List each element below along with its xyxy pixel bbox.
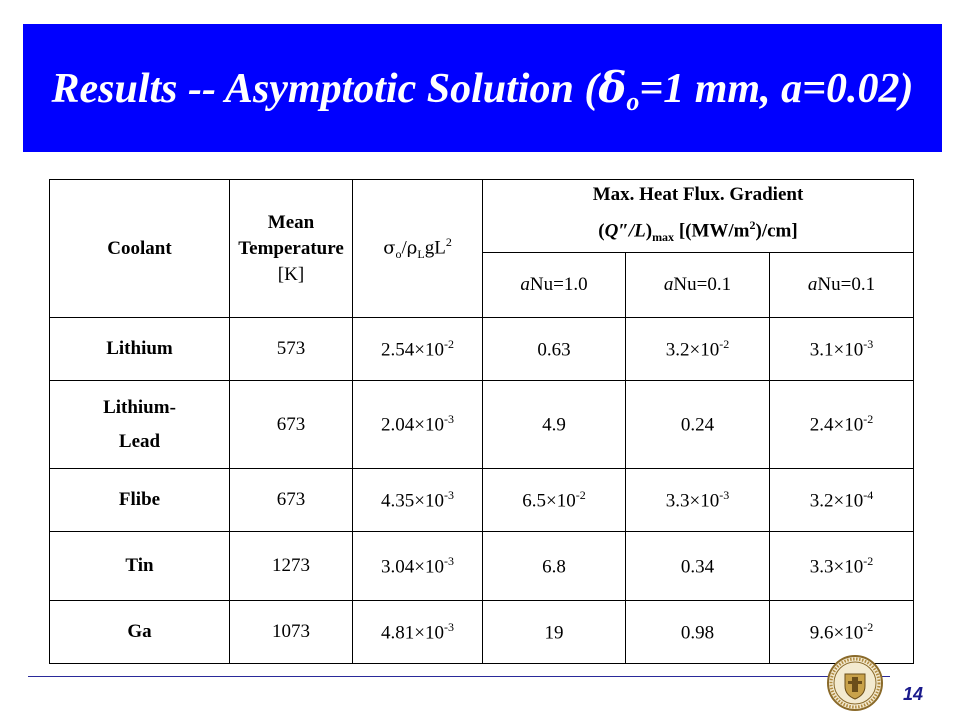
flux-gradient-value: $2.4\times 10^{-2}$ (770, 381, 914, 469)
sigma-ratio-value: $4.35\times 10^{-3}$ (353, 469, 483, 532)
header-max-heat-flux-gradient: Max. Heat Flux. Gradient $(Q''/L)_{max}$ $[(MW/m^2)/cm]$ (483, 180, 914, 253)
mean-temperature-value: 673 (230, 381, 353, 469)
coolant-name: Lithium (50, 318, 230, 381)
university-seal-icon (826, 654, 884, 712)
table-row (50, 601, 914, 664)
sigma-ratio-value: $3.04\times 10^{-3}$ (353, 532, 483, 601)
coolant-name: Ga (50, 601, 230, 664)
sigma-ratio-value: $2.54\times 10^{-2}$ (353, 318, 483, 381)
table-row (50, 318, 914, 381)
subheader-anu-3: aNu=0.1 (770, 253, 914, 318)
flux-gradient-value: 6.8 (483, 532, 626, 601)
slide-title: Results -- Asymptotic Solution ($\delta_o=1$ mm, a=0.02) (51, 63, 914, 116)
flux-gradient-value: $6.5\times 10^{-2}$ (483, 469, 626, 532)
flux-gradient-value: $3.3\times 10^{-2}$ (770, 532, 914, 601)
header-mean-temperature: Mean Temperature [K] (230, 180, 353, 318)
mean-temperature-value: 1073 (230, 601, 353, 664)
coolant-name: Tin (50, 532, 230, 601)
flux-gradient-value: 0.24 (626, 381, 770, 469)
flux-gradient-value: 19 (483, 601, 626, 664)
results-table (49, 179, 914, 664)
flux-gradient-value: 0.34 (626, 532, 770, 601)
page-number: 14 (902, 684, 924, 704)
subheader-anu-1: aNu=1.0 (483, 253, 626, 318)
header-sigma-ratio: $\sigma_o/\rho_LgL^2$ (353, 180, 483, 318)
title-banner (23, 24, 942, 152)
flux-gradient-value: $3.2\times 10^{-2}$ (626, 318, 770, 381)
flux-gradient-value: $9.6\times 10^{-2}$ (770, 601, 914, 664)
table-header-row (50, 180, 914, 253)
table-row (50, 469, 914, 532)
footer-divider (28, 676, 890, 677)
table-row (50, 532, 914, 601)
mean-temperature-value: 673 (230, 469, 353, 532)
mean-temperature-value: 1273 (230, 532, 353, 601)
sigma-ratio-value: $2.04\times 10^{-3}$ (353, 381, 483, 469)
coolant-name: Lithium- Lead (50, 381, 230, 469)
header-coolant: Coolant (50, 180, 230, 318)
table-row (50, 381, 914, 469)
coolant-name: Flibe (50, 469, 230, 532)
flux-gradient-value: $3.2\times 10^{-4}$ (770, 469, 914, 532)
mean-temperature-value: 573 (230, 318, 353, 381)
sigma-ratio-value: $4.81\times 10^{-3}$ (353, 601, 483, 664)
flux-gradient-value: 0.63 (483, 318, 626, 381)
flux-gradient-value: $3.3\times 10^{-3}$ (626, 469, 770, 532)
flux-gradient-value: $3.1\times 10^{-3}$ (770, 318, 914, 381)
flux-gradient-value: 0.98 (626, 601, 770, 664)
flux-gradient-value: 4.9 (483, 381, 626, 469)
subheader-anu-2: aNu=0.1 (626, 253, 770, 318)
